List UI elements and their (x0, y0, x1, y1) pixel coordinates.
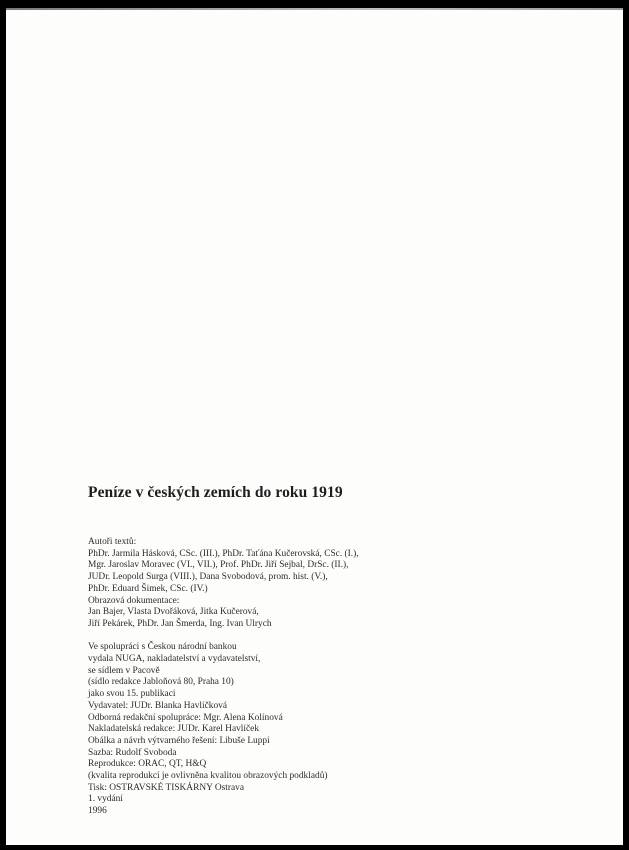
imprint-line: Autoři textů: (88, 537, 137, 547)
book-title: Peníze v českých zemích do roku 1919 (88, 484, 343, 501)
imprint-line: Nakladatelská redakce: JUDr. Karel Havlíček (88, 724, 260, 735)
imprint-line: Reprodukce: ORAC, QT, H&Q (88, 759, 207, 770)
imprint-line: 1996 (88, 806, 107, 817)
imprint-line: (sídlo redakce Jabloňová 80, Praha 10) (88, 677, 234, 688)
imprint-line: Tisk: OSTRAVSKÉ TISKÁRNY Ostrava (88, 782, 245, 793)
book-page (6, 8, 623, 845)
imprint-line: jako svou 15. publikaci (88, 689, 176, 700)
imprint-block (88, 484, 588, 818)
imprint-line: Sazba: Rudolf Svoboda (88, 747, 177, 758)
imprint-line: Ve spolupráci s Českou národní bankou (88, 642, 237, 653)
imprint-line: Odborná redakční spolupráce: Mgr. Alena Kolínová (88, 712, 283, 723)
imprint-line: Jan Bajer, Vlasta Dvořáková, Jitka Kučerová, (88, 607, 259, 618)
page-top-edge (6, 8, 623, 10)
imprint-line: Vydavatel: JUDr. Blanka Havlíčková (88, 700, 228, 711)
imprint-line: Mgr. Jaroslav Moravec (VI., VII.), Prof. PhDr. Jiří Sejbal, DrSc. (II.), (88, 560, 349, 571)
publisher-section (88, 642, 588, 818)
imprint-line: se sídlem v Pacově (88, 665, 160, 676)
authors-section (88, 537, 588, 631)
imprint-line: (kvalita reprodukcí je ovlivněna kvalitou obrazových podkladů) (88, 771, 328, 782)
imprint-line: Obálka a návrh výtvarného řešení: Libuše Luppi (88, 735, 270, 746)
imprint-line: PhDr. Jarmila Hásková, CSc. (III.), PhDr. Taťána Kučerovská, CSc. (I.), (88, 548, 359, 559)
imprint-line: Jiří Pekárek, PhDr. Jan Šmerda, Ing. Ivan Ulrych (88, 618, 272, 629)
imprint-line: Obrazová dokumentace: (88, 595, 180, 606)
imprint-line: PhDr. Eduard Šimek, CSc. (IV.) (88, 583, 208, 594)
imprint-line: JUDr. Leopold Surga (VIII.), Dana Svobodová, prom. hist. (V.), (88, 572, 328, 583)
section-gap (88, 631, 588, 643)
imprint-line: 1. vydání (88, 794, 123, 805)
imprint-line: vydala NUGA, nakladatelství a vydavatelství, (88, 654, 261, 665)
